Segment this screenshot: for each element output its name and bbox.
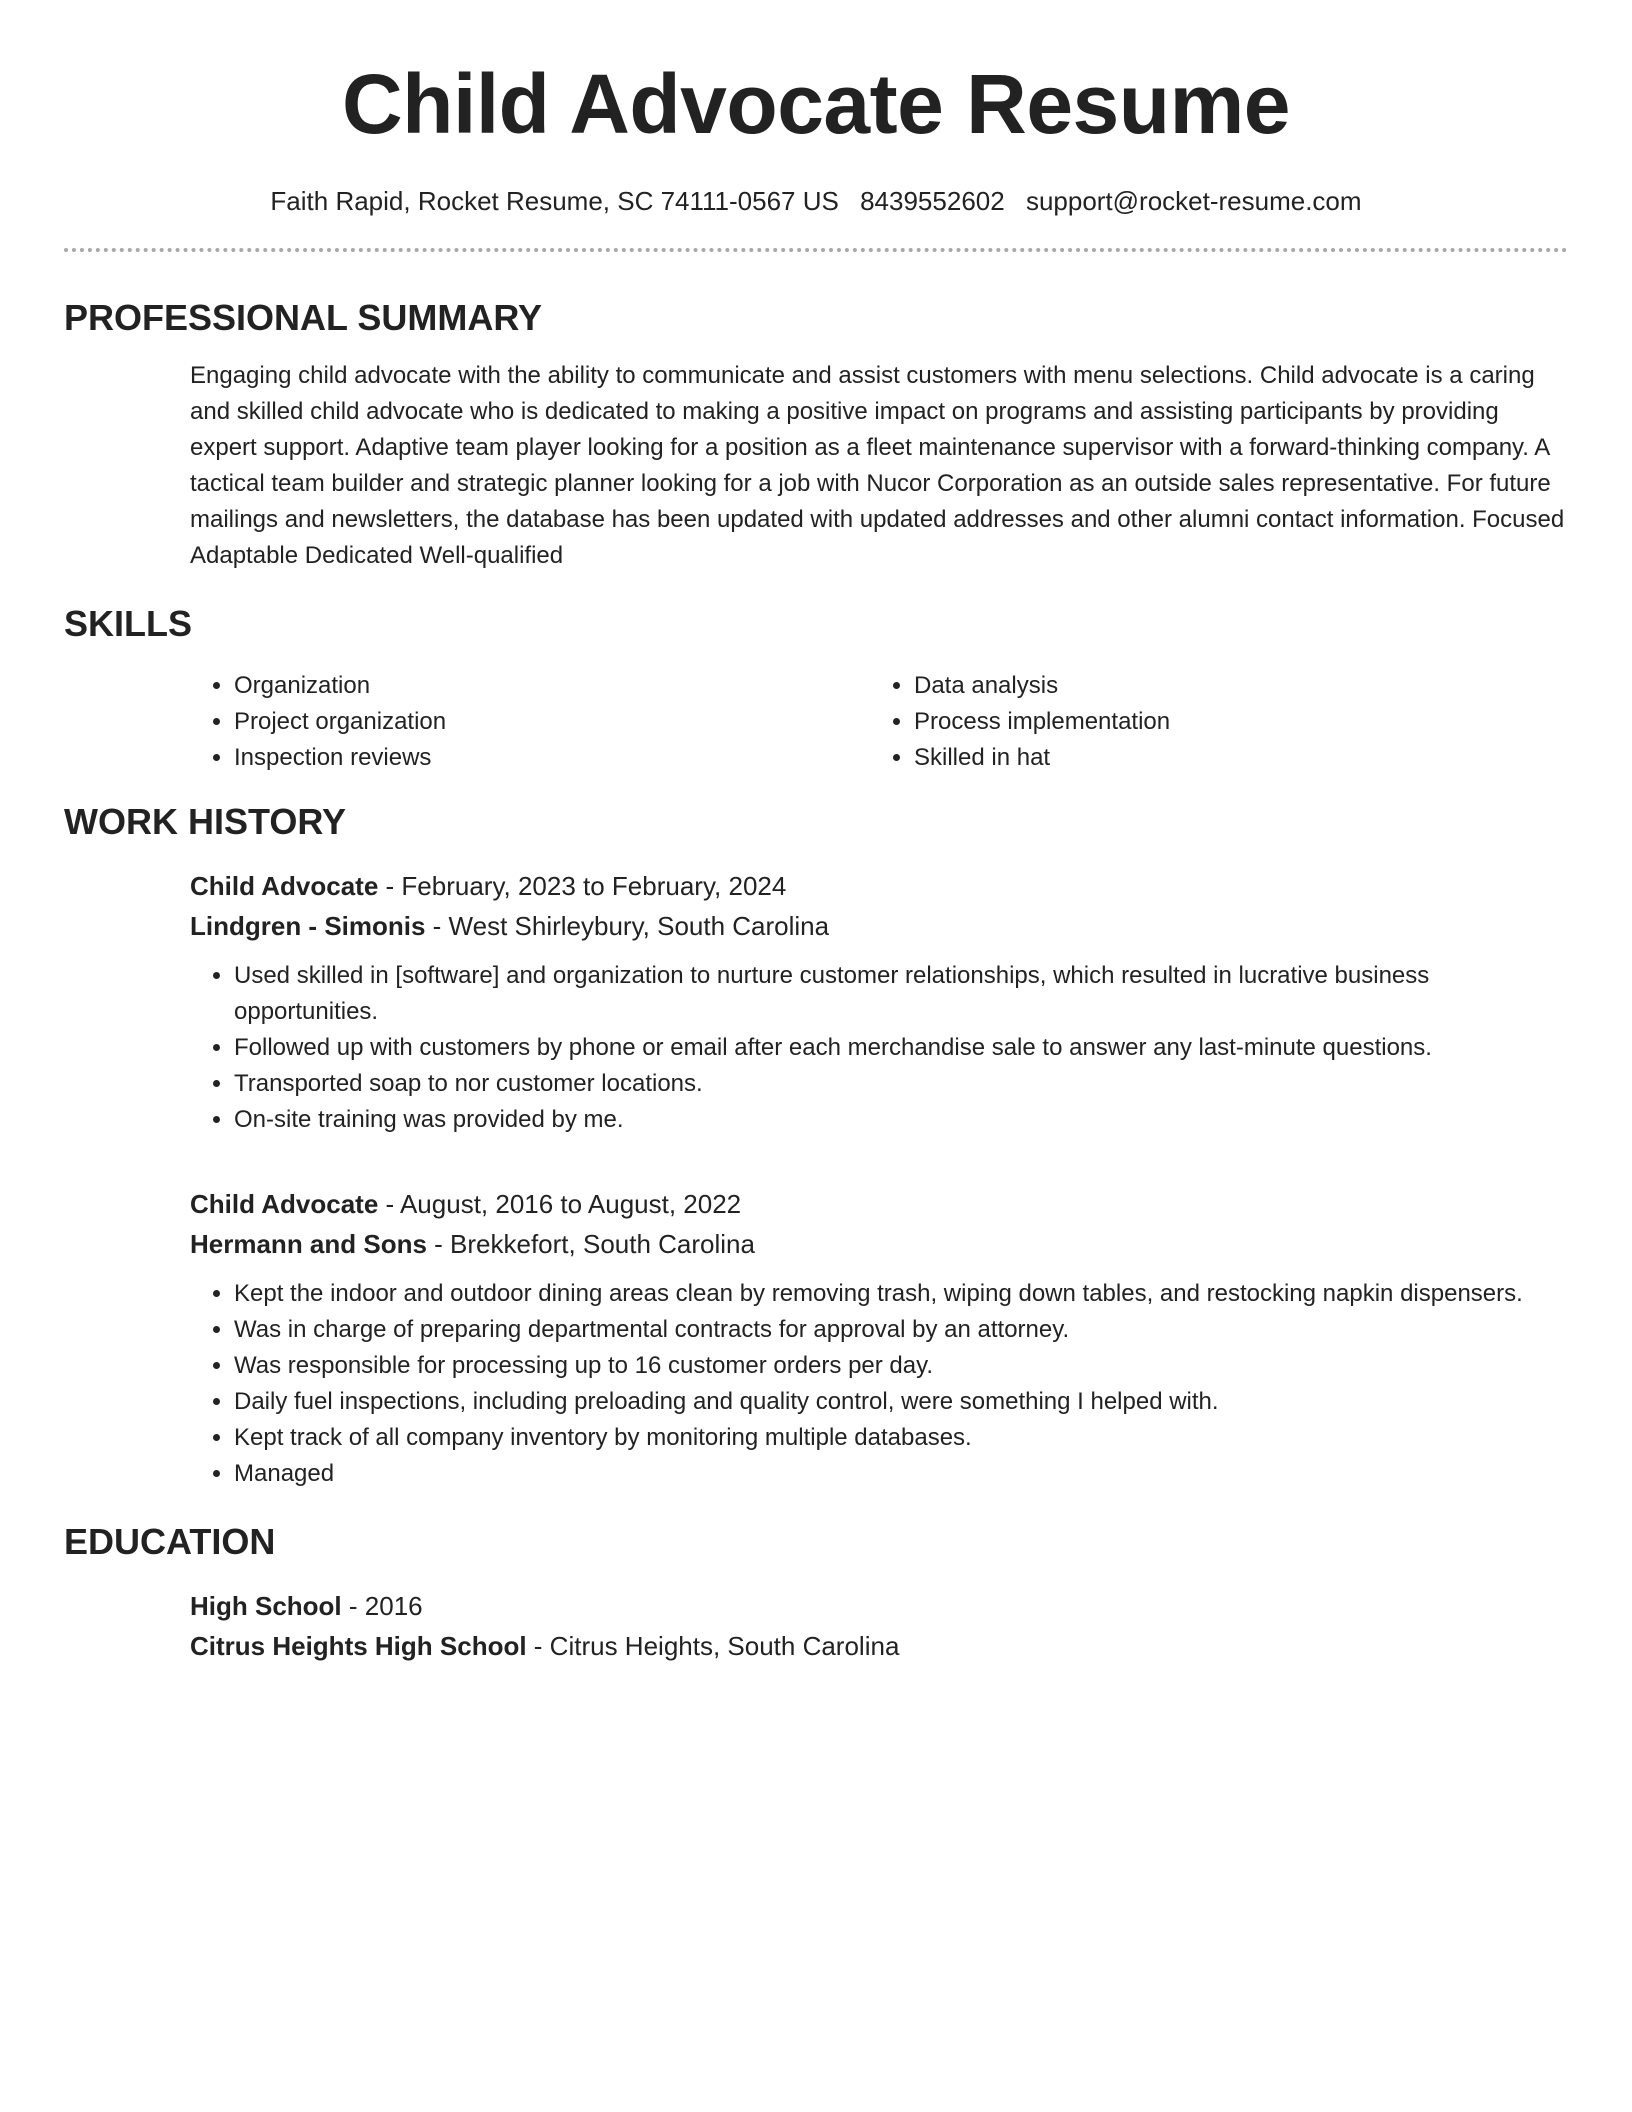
resume-title: Child Advocate Resume: [342, 57, 1290, 151]
contact-address: Faith Rapid, Rocket Resume, SC 74111-0567 US: [270, 186, 839, 216]
job-location: - West Shirleybury, South Carolina: [425, 911, 830, 941]
job-dates: - February, 2023 to February, 2024: [378, 871, 787, 901]
education-degree-line: [190, 1586, 1568, 1626]
header-divider: [64, 248, 1568, 252]
job-duty: • Was in charge of preparing departmental contracts for approval by an attorney.: [234, 1312, 1568, 1348]
education-location: - Citrus Heights, South Carolina: [526, 1631, 900, 1661]
job-title: Child Advocate: [190, 871, 379, 901]
contact-phone: 8439552602: [860, 186, 1005, 216]
job-entry: [190, 1184, 1568, 1492]
job-company-line: [190, 1224, 1568, 1264]
job-duty: • Transported soap to nor customer locations.: [234, 1066, 1568, 1102]
education-heading: EDUCATION: [64, 1521, 276, 1562]
job-location: - Brekkefort, South Carolina: [426, 1229, 755, 1259]
job-dates: - August, 2016 to August, 2022: [378, 1189, 742, 1219]
contact-email: support@rocket-resume.com: [1025, 186, 1362, 216]
job-company: Lindgren - Simonis: [190, 911, 426, 941]
job-duty: • Kept track of all company inventory by monitoring multiple databases.: [234, 1420, 1568, 1456]
education-school: Citrus Heights High School: [190, 1631, 527, 1661]
skill-item: • Data analysis: [914, 668, 1568, 704]
job-duty: • On-site training was provided by me.: [234, 1102, 1568, 1138]
skill-item: • Skilled in hat: [914, 740, 1568, 776]
job-title-line: [190, 866, 1568, 906]
job-duties: [190, 958, 1568, 1138]
skill-item: • Process implementation: [914, 704, 1568, 740]
skill-item: • Inspection reviews: [234, 740, 870, 776]
contact-line: [64, 184, 1568, 218]
job-company-line: [190, 906, 1568, 946]
skill-item: • Project organization: [234, 704, 870, 740]
job-duties: [190, 1276, 1568, 1492]
education-entry: [190, 1586, 1568, 1666]
skill-item: • Organization: [234, 668, 870, 704]
job-company: Hermann and Sons: [190, 1229, 427, 1259]
job-duty: • Was responsible for processing up to 16 customer orders per day.: [234, 1348, 1568, 1384]
education-year: - 2016: [341, 1591, 423, 1621]
summary-text: Engaging child advocate with the ability to communicate and assist customers with menu selections. Child advocate is a caring and skilled child advocate who is dedicated to making a positive impact on programs and assisting participants by providing expert support. Adaptive team player looking for a position as a fleet maintenance supervisor with a forward-thinking company. A tactical team builder and strategic planner looking for a job with Nucor Corporation as an outside sales representative. For future mailings and newsletters, the database has been updated with updated addresses and other alumni contact information. Focused Adaptable Dedicated Well-qualified: [190, 362, 1565, 569]
job-title: Child Advocate: [190, 1189, 379, 1219]
job-duty: • Daily fuel inspections, including preloading and quality control, were something I helped with.: [234, 1384, 1568, 1420]
skills-list: [190, 668, 1568, 776]
skills-column-right: [870, 668, 1568, 776]
education-school-line: [190, 1626, 1568, 1666]
skills-heading: SKILLS: [64, 603, 193, 644]
job-duty: • Used skilled in [software] and organization to nurture customer relationships, which resulted in lucrative business opportunities.: [234, 958, 1568, 1030]
summary-heading: PROFESSIONAL SUMMARY: [64, 297, 543, 338]
job-duty: • Managed: [234, 1456, 1568, 1492]
work-history-heading: WORK HISTORY: [64, 801, 347, 842]
job-duty: • Followed up with customers by phone or email after each merchandise sale to answer any last-minute questions.: [234, 1030, 1568, 1066]
job-title-line: [190, 1184, 1568, 1224]
education-degree: High School: [190, 1591, 342, 1621]
job-duty: • Kept the indoor and outdoor dining areas clean by removing trash, wiping down tables, and restocking napkin dispensers.: [234, 1276, 1568, 1312]
skills-column-left: [190, 668, 870, 776]
job-entry: [190, 866, 1568, 1138]
